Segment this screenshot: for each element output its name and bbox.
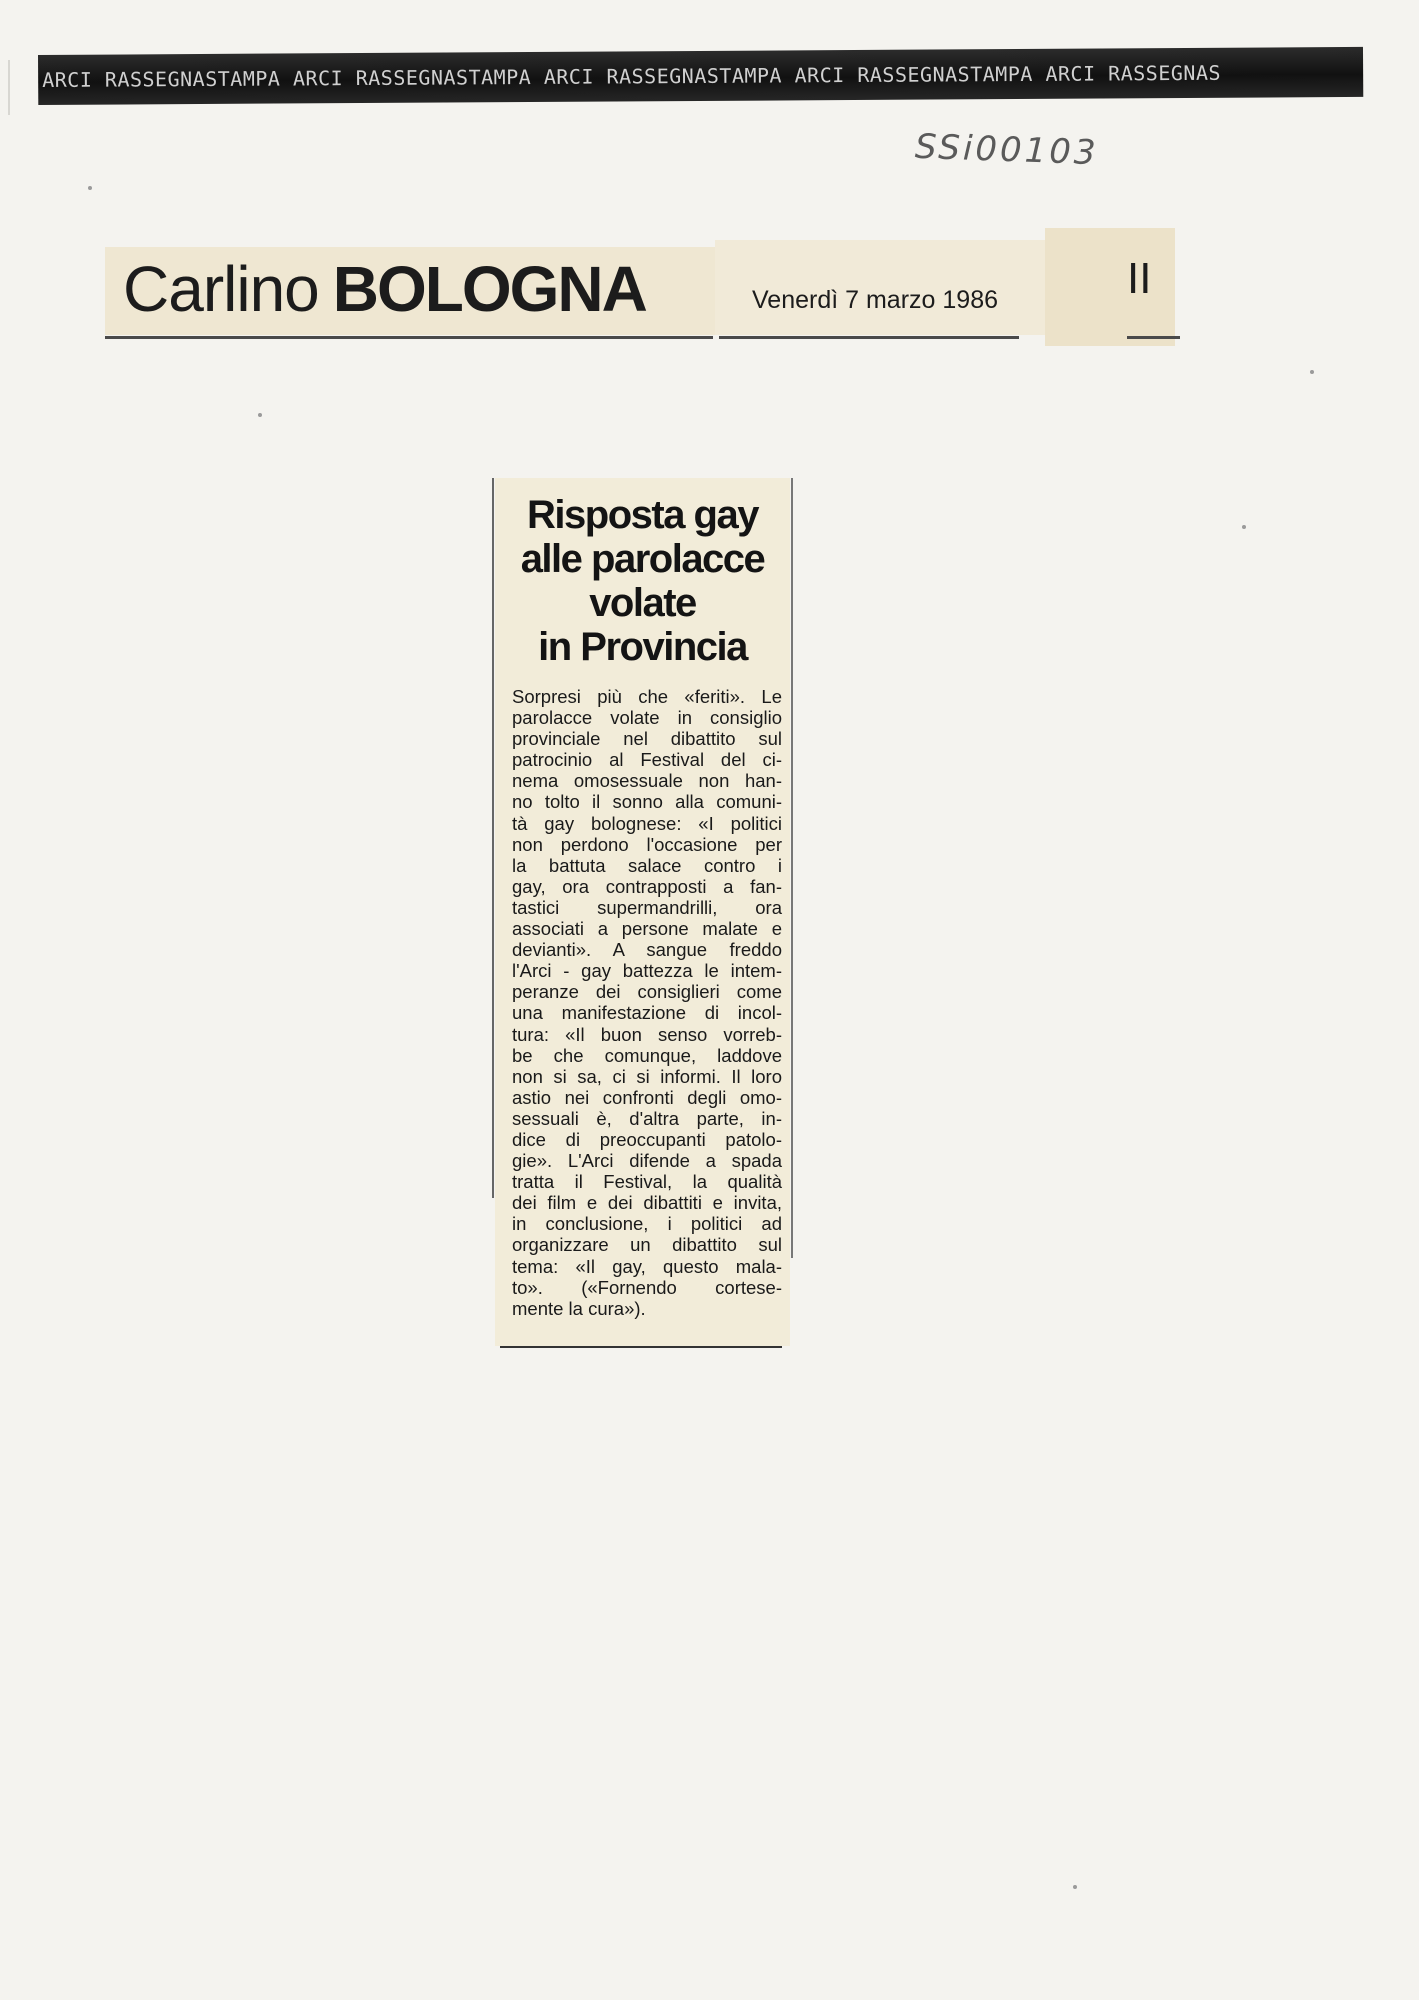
scan-speck <box>88 186 92 190</box>
body-line: associati a persone malate e <box>512 918 782 940</box>
body-line: organizzare un dibattito sul <box>512 1234 782 1256</box>
page-number: II <box>1127 254 1152 303</box>
article-body <box>512 686 782 1319</box>
body-line: parolacce volate in consiglio <box>512 707 782 729</box>
publication-date: Venerdì 7 marzo 1986 <box>752 286 998 314</box>
body-line: gay, ora contrapposti a fan- <box>512 875 782 897</box>
body-line: sessuali è, d'altra parte, in- <box>512 1107 782 1129</box>
body-line: tura: «Il buon senso vorreb- <box>512 1023 782 1045</box>
headline-line: Risposta gay <box>527 493 758 537</box>
body-line: be che comunque, laddove <box>512 1044 782 1066</box>
body-line: in conclusione, i politici ad <box>512 1213 782 1235</box>
newspaper-masthead <box>105 240 1180 340</box>
newspaper-name <box>123 252 646 326</box>
body-line: tastici supermandrilli, ora <box>512 896 782 918</box>
body-line: Sorpresi più che «feriti». Le <box>512 686 782 707</box>
headline-line: volate <box>589 581 696 625</box>
body-line: devianti». A sangue freddo <box>512 939 782 961</box>
masthead-rule-middle <box>719 336 1019 339</box>
scan-speck <box>1242 525 1246 529</box>
body-line: dice di preoccupanti patolo- <box>512 1128 782 1150</box>
masthead-clipping-right <box>1045 228 1175 346</box>
article-border-left <box>492 478 494 1198</box>
article-headline <box>500 493 785 669</box>
press-review-banner <box>38 47 1363 105</box>
newspaper-name-bold: BOLOGNA <box>332 253 646 325</box>
scan-speck <box>1073 1885 1077 1889</box>
scan-speck <box>258 413 262 417</box>
body-line: nema omosessuale non han- <box>512 770 782 792</box>
body-line: una manifestazione di incol- <box>512 1002 782 1024</box>
masthead-rule-left <box>105 336 713 339</box>
body-line: mente la cura»). <box>512 1297 646 1319</box>
body-line: tema: «Il gay, questo mala- <box>512 1255 782 1277</box>
body-line: non si sa, ci si informi. Il loro <box>512 1065 782 1087</box>
body-line: l'Arci - gay battezza le intem- <box>512 960 782 982</box>
masthead-rule-right <box>1127 336 1180 339</box>
archive-code-handwritten: SSi00103 <box>914 126 1100 174</box>
article-border-right <box>791 478 793 1258</box>
scan-speck <box>1310 370 1314 374</box>
body-line: astio nei confronti degli omo- <box>512 1086 782 1108</box>
scan-edge <box>8 60 10 115</box>
body-line: tratta il Festival, la qualità <box>512 1171 782 1193</box>
body-line: no tolto il sonno alla comuni- <box>512 791 782 813</box>
body-line: dei film e dei dibattiti e invita, <box>512 1192 782 1214</box>
body-line: la battuta salace contro i <box>512 854 782 876</box>
body-line: provinciale nel dibattito sul <box>512 728 782 750</box>
body-line: tà gay bolognese: «I politici <box>512 812 782 834</box>
body-line: to». («Fornendo cortese- <box>512 1276 782 1298</box>
body-line: patrocinio al Festival del ci- <box>512 749 782 771</box>
headline-line: in Provincia <box>538 625 747 669</box>
body-line: non perdono l'occasione per <box>512 833 782 855</box>
body-line: peranze dei consiglieri come <box>512 981 782 1003</box>
article-clipping <box>492 478 792 1348</box>
article-rule-bottom <box>500 1346 782 1348</box>
body-line: gie». L'Arci difende a spada <box>512 1150 782 1172</box>
headline-line: alle parolacce <box>520 537 765 581</box>
newspaper-name-light: Carlino <box>123 253 319 325</box>
banner-text: ARCI RASSEGNASTAMPA ARCI RASSEGNASTAMPA ARCI RASSEGNASTAMPA ARCI RASSEGNASTAMPA ARCI RASSEGNAS <box>42 60 1222 92</box>
